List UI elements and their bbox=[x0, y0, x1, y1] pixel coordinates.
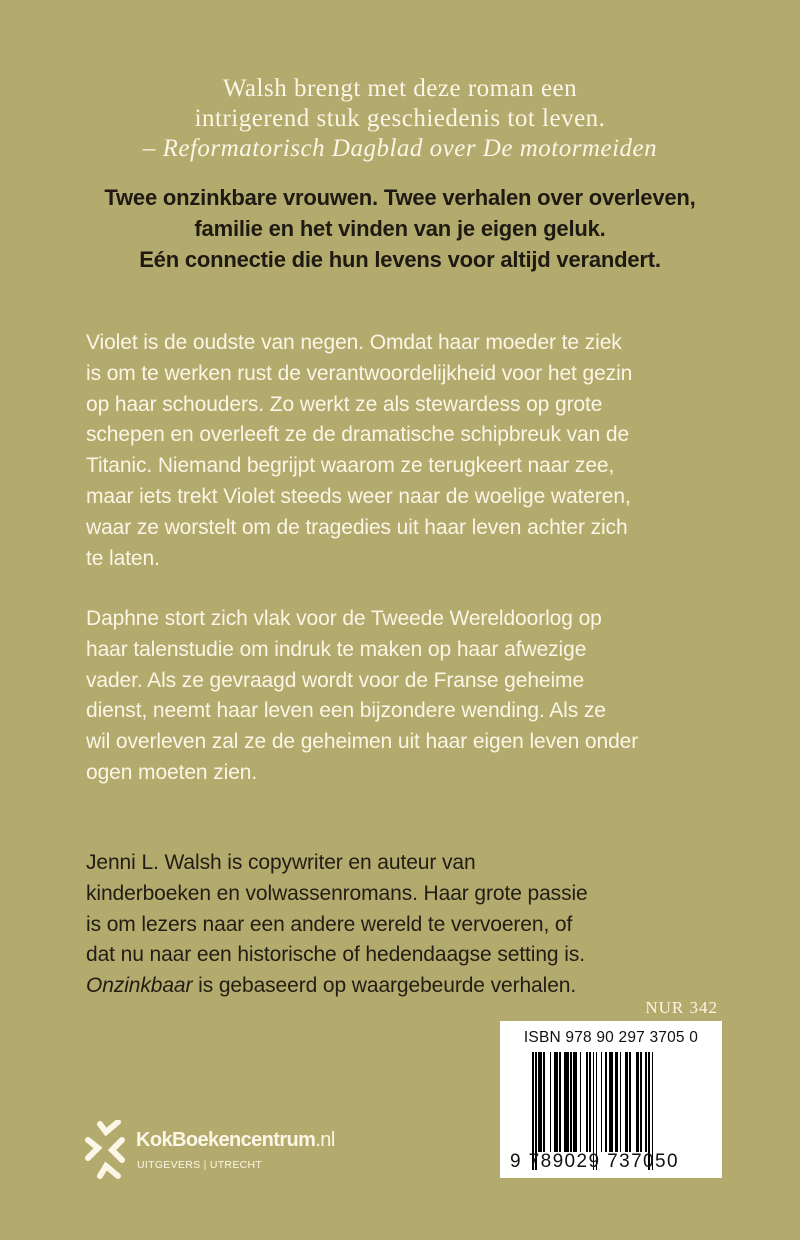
text-line: is om lezers naar een andere wereld te vervoeren, of bbox=[86, 912, 573, 936]
publisher-subtitle: UITGEVERS | UTRECHT bbox=[137, 1159, 263, 1171]
text-line: is om te werken rust de verantwoordelijkheid voor het gezin bbox=[86, 361, 633, 385]
text-line: op haar schouders. Zo werkt ze als stewardess op grote bbox=[86, 392, 603, 416]
text-line: kinderboeken en volwassenromans. Haar grote passie bbox=[86, 881, 588, 905]
text-line: Titanic. Niemand begrijpt waarom ze terugkeert naar zee, bbox=[86, 454, 615, 478]
publisher-tld: .nl bbox=[315, 1129, 335, 1151]
ean-right-group: 737050 bbox=[607, 1151, 679, 1172]
text-line: Daphne stort zich vlak voor de Tweede Wereldoorlog op bbox=[86, 607, 602, 630]
tagline-line-3: Eén connectie die hun levens voor altijd verandert. bbox=[139, 247, 661, 272]
paragraph-daphne bbox=[86, 604, 736, 789]
publisher-name-text: KokBoekencentrum bbox=[136, 1129, 316, 1151]
text-line bbox=[86, 971, 736, 1002]
paragraph-author-bio bbox=[86, 848, 736, 1002]
text-line: Jenni L. Walsh is copywriter en auteur van bbox=[86, 851, 476, 874]
paragraph-violet bbox=[86, 328, 736, 574]
nur-code: NUR 342 bbox=[645, 998, 718, 1017]
text-line: dat nu naar een historische of hedendaagse setting is. bbox=[86, 943, 585, 967]
tagline-line-1: Twee onzinkbare vrouwen. Twee verhalen over overleven, bbox=[104, 185, 696, 210]
ean-digits bbox=[510, 1151, 679, 1173]
review-quote-line-1: Walsh brengt met deze roman een bbox=[222, 75, 578, 102]
review-quote-source: – Reformatorisch Dagblad over De motormeiden bbox=[142, 135, 658, 162]
review-quote bbox=[0, 74, 800, 164]
tagline-line-2: familie en het vinden van je eigen geluk. bbox=[194, 216, 606, 241]
book-title: Onzinkbaar bbox=[86, 974, 193, 998]
isbn-barcode bbox=[500, 1021, 722, 1178]
text-line: vader. Als ze gevraagd wordt voor de Franse geheime bbox=[86, 668, 585, 692]
review-quote-line-2: intrigerend stuk geschiedenis tot leven. bbox=[194, 105, 606, 132]
text-line: Violet is de oudste van negen. Omdat haar moeder te ziek bbox=[86, 331, 622, 354]
text-line: haar talenstudie om indruk te maken op haar afwezige bbox=[86, 637, 587, 661]
text-line: wil overleven zal ze de geheimen uit haar eigen leven onder bbox=[86, 730, 639, 754]
text-line: waar ze worstelt om de tragedies uit haar leven achter zich bbox=[86, 515, 628, 539]
barcode-bars bbox=[532, 1052, 704, 1160]
text-line: ogen moeten zien. bbox=[86, 760, 258, 784]
tagline bbox=[0, 182, 800, 275]
ean-left-group: 789029 bbox=[528, 1151, 601, 1172]
ean-first-digit: 9 bbox=[510, 1151, 522, 1172]
text-line: dienst, neemt haar leven een bijzondere wending. Als ze bbox=[86, 699, 606, 723]
text-line: maar iets trekt Violet steeds weer naar de woelige wateren, bbox=[86, 484, 631, 508]
text-fragment: is gebaseerd op waargebeurde verhalen. bbox=[192, 974, 577, 998]
kok-boekencentrum-logo-icon bbox=[84, 1120, 128, 1180]
text-line: schepen en overleeft ze de dramatische schipbreuk van de bbox=[86, 423, 630, 447]
text-line: te laten. bbox=[86, 546, 160, 570]
publisher-name bbox=[136, 1129, 335, 1152]
isbn-label: ISBN 978 90 297 3705 0 bbox=[523, 1029, 699, 1046]
